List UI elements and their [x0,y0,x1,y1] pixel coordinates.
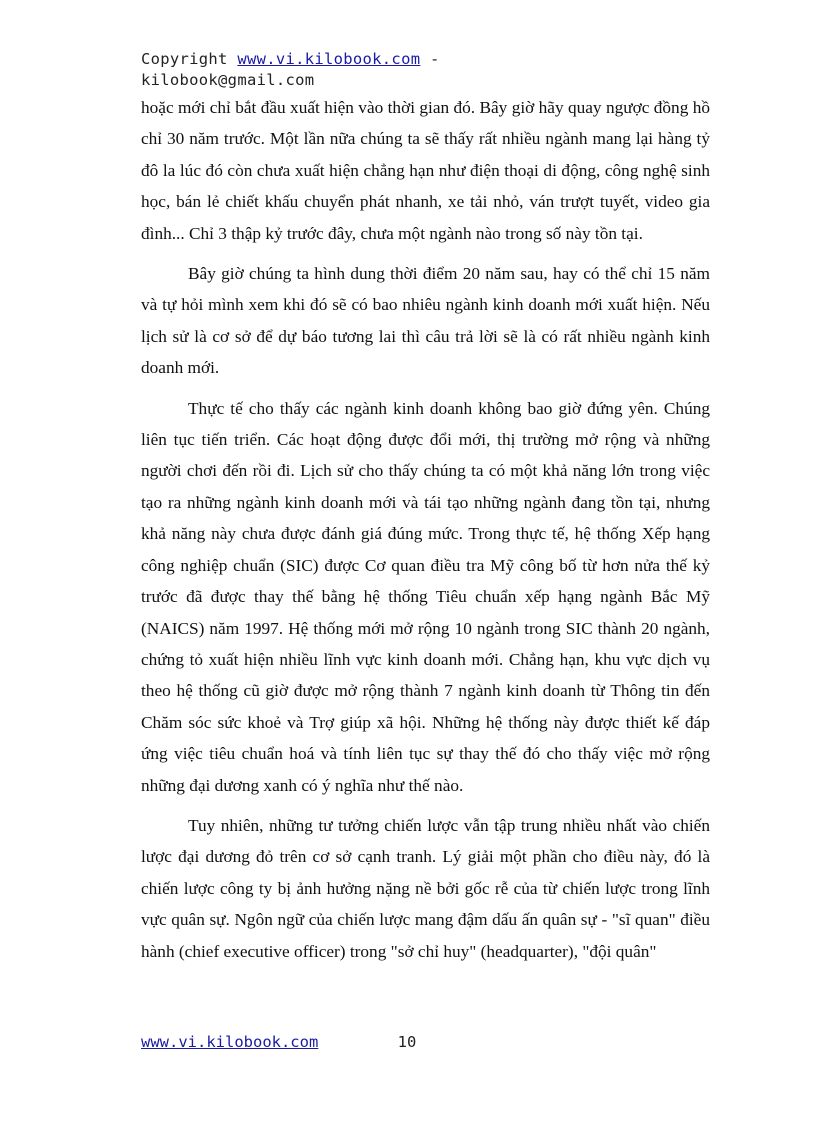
copyright-label: Copyright [141,50,228,68]
header-website-link[interactable]: www.vi.kilobook.com [237,50,421,68]
page-header [141,49,440,91]
header-email: kilobook@gmail.com [141,71,315,89]
body-text [141,92,710,967]
page-number: 10 [397,1033,417,1051]
header-separator: - [429,50,440,68]
page-footer [141,1032,416,1053]
paragraph: Tuy nhiên, những tư tưởng chiến lược vẫn tập trung nhiều nhất vào chiến lược đại dương đỏ trên cơ sở cạnh tranh. Lý giải một phần cho điều này, đó là chiến lược công ty bị ảnh hưởng nặng nề bởi gốc rễ của từ chiến lược trong lĩnh vực quân sự. Ngôn ngữ của chiến lược mang đậm dấu ấn quân sự - "sĩ quan" điều hành (chief executive officer) trong "sở chỉ huy" (headquarter), "đội quân" [141,815,710,961]
paragraph: Bây giờ chúng ta hình dung thời điểm 20 năm sau, hay có thể chỉ 15 năm và tự hỏi mình xem khi đó sẽ có bao nhiêu ngành kinh doanh mới xuất hiện. Nếu lịch sử là cơ sở để dự báo tương lai thì câu trả lời sẽ là có rất nhiều ngành kinh doanh mới. [141,264,710,378]
footer-website-link[interactable]: www.vi.kilobook.com [141,1033,319,1051]
copyright-line [141,49,440,70]
paragraph: Thực tế cho thấy các ngành kinh doanh không bao giờ đứng yên. Chúng liên tục tiến triển. Các hoạt động được đổi mới, thị trường mở rộng và những người chơi đến rồi đi. Lịch sử cho thấy chúng ta có một khả năng lớn trong việc tạo ra những ngành kinh doanh mới và tái tạo những ngành đang tồn tại, nhưng khả năng này chưa được đánh giá đúng mức. Trong thực tế, hệ thống Xếp hạng công nghiệp chuẩn (SIC) được Cơ quan điều tra Mỹ công bố từ hơn nửa thế kỷ trước đã được thay thế bằng hệ thống Tiêu chuẩn xếp hạng ngành Bắc Mỹ (NAICS) năm 1997. Hệ thống mới mở rộng 10 ngành trong SIC thành 20 ngành, chứng tỏ xuất hiện nhiều lĩnh vực kinh doanh mới. Chẳng hạn, khu vực dịch vụ theo hệ thống cũ giờ được mở rộng thành 7 ngành kinh doanh từ Thông tin đến Chăm sóc sức khoẻ và Trợ giúp xã hội. Những hệ thống này được thiết kế đáp ứng việc tiêu chuẩn hoá và tính liên tục sự thay thế đó cho thấy việc mở rộng những đại dương xanh có ý nghĩa như thế nào. [141,398,710,795]
paragraph: hoặc mới chỉ bắt đầu xuất hiện vào thời gian đó. Bây giờ hãy quay ngược đồng hồ chỉ 30 năm trước. Một lần nữa chúng ta sẽ thấy rất nhiều ngành mang lại hàng tỷ đô la lúc đó còn chưa xuất hiện chẳng hạn như điện thoại di động, công nghệ sinh học, bán lẻ chiết khấu chuyển phát nhanh, xe tải nhỏ, ván trượt tuyết, video gia đình... Chỉ 3 thập kỷ trước đây, chưa một ngành nào trong số này tồn tại. [141,98,710,243]
